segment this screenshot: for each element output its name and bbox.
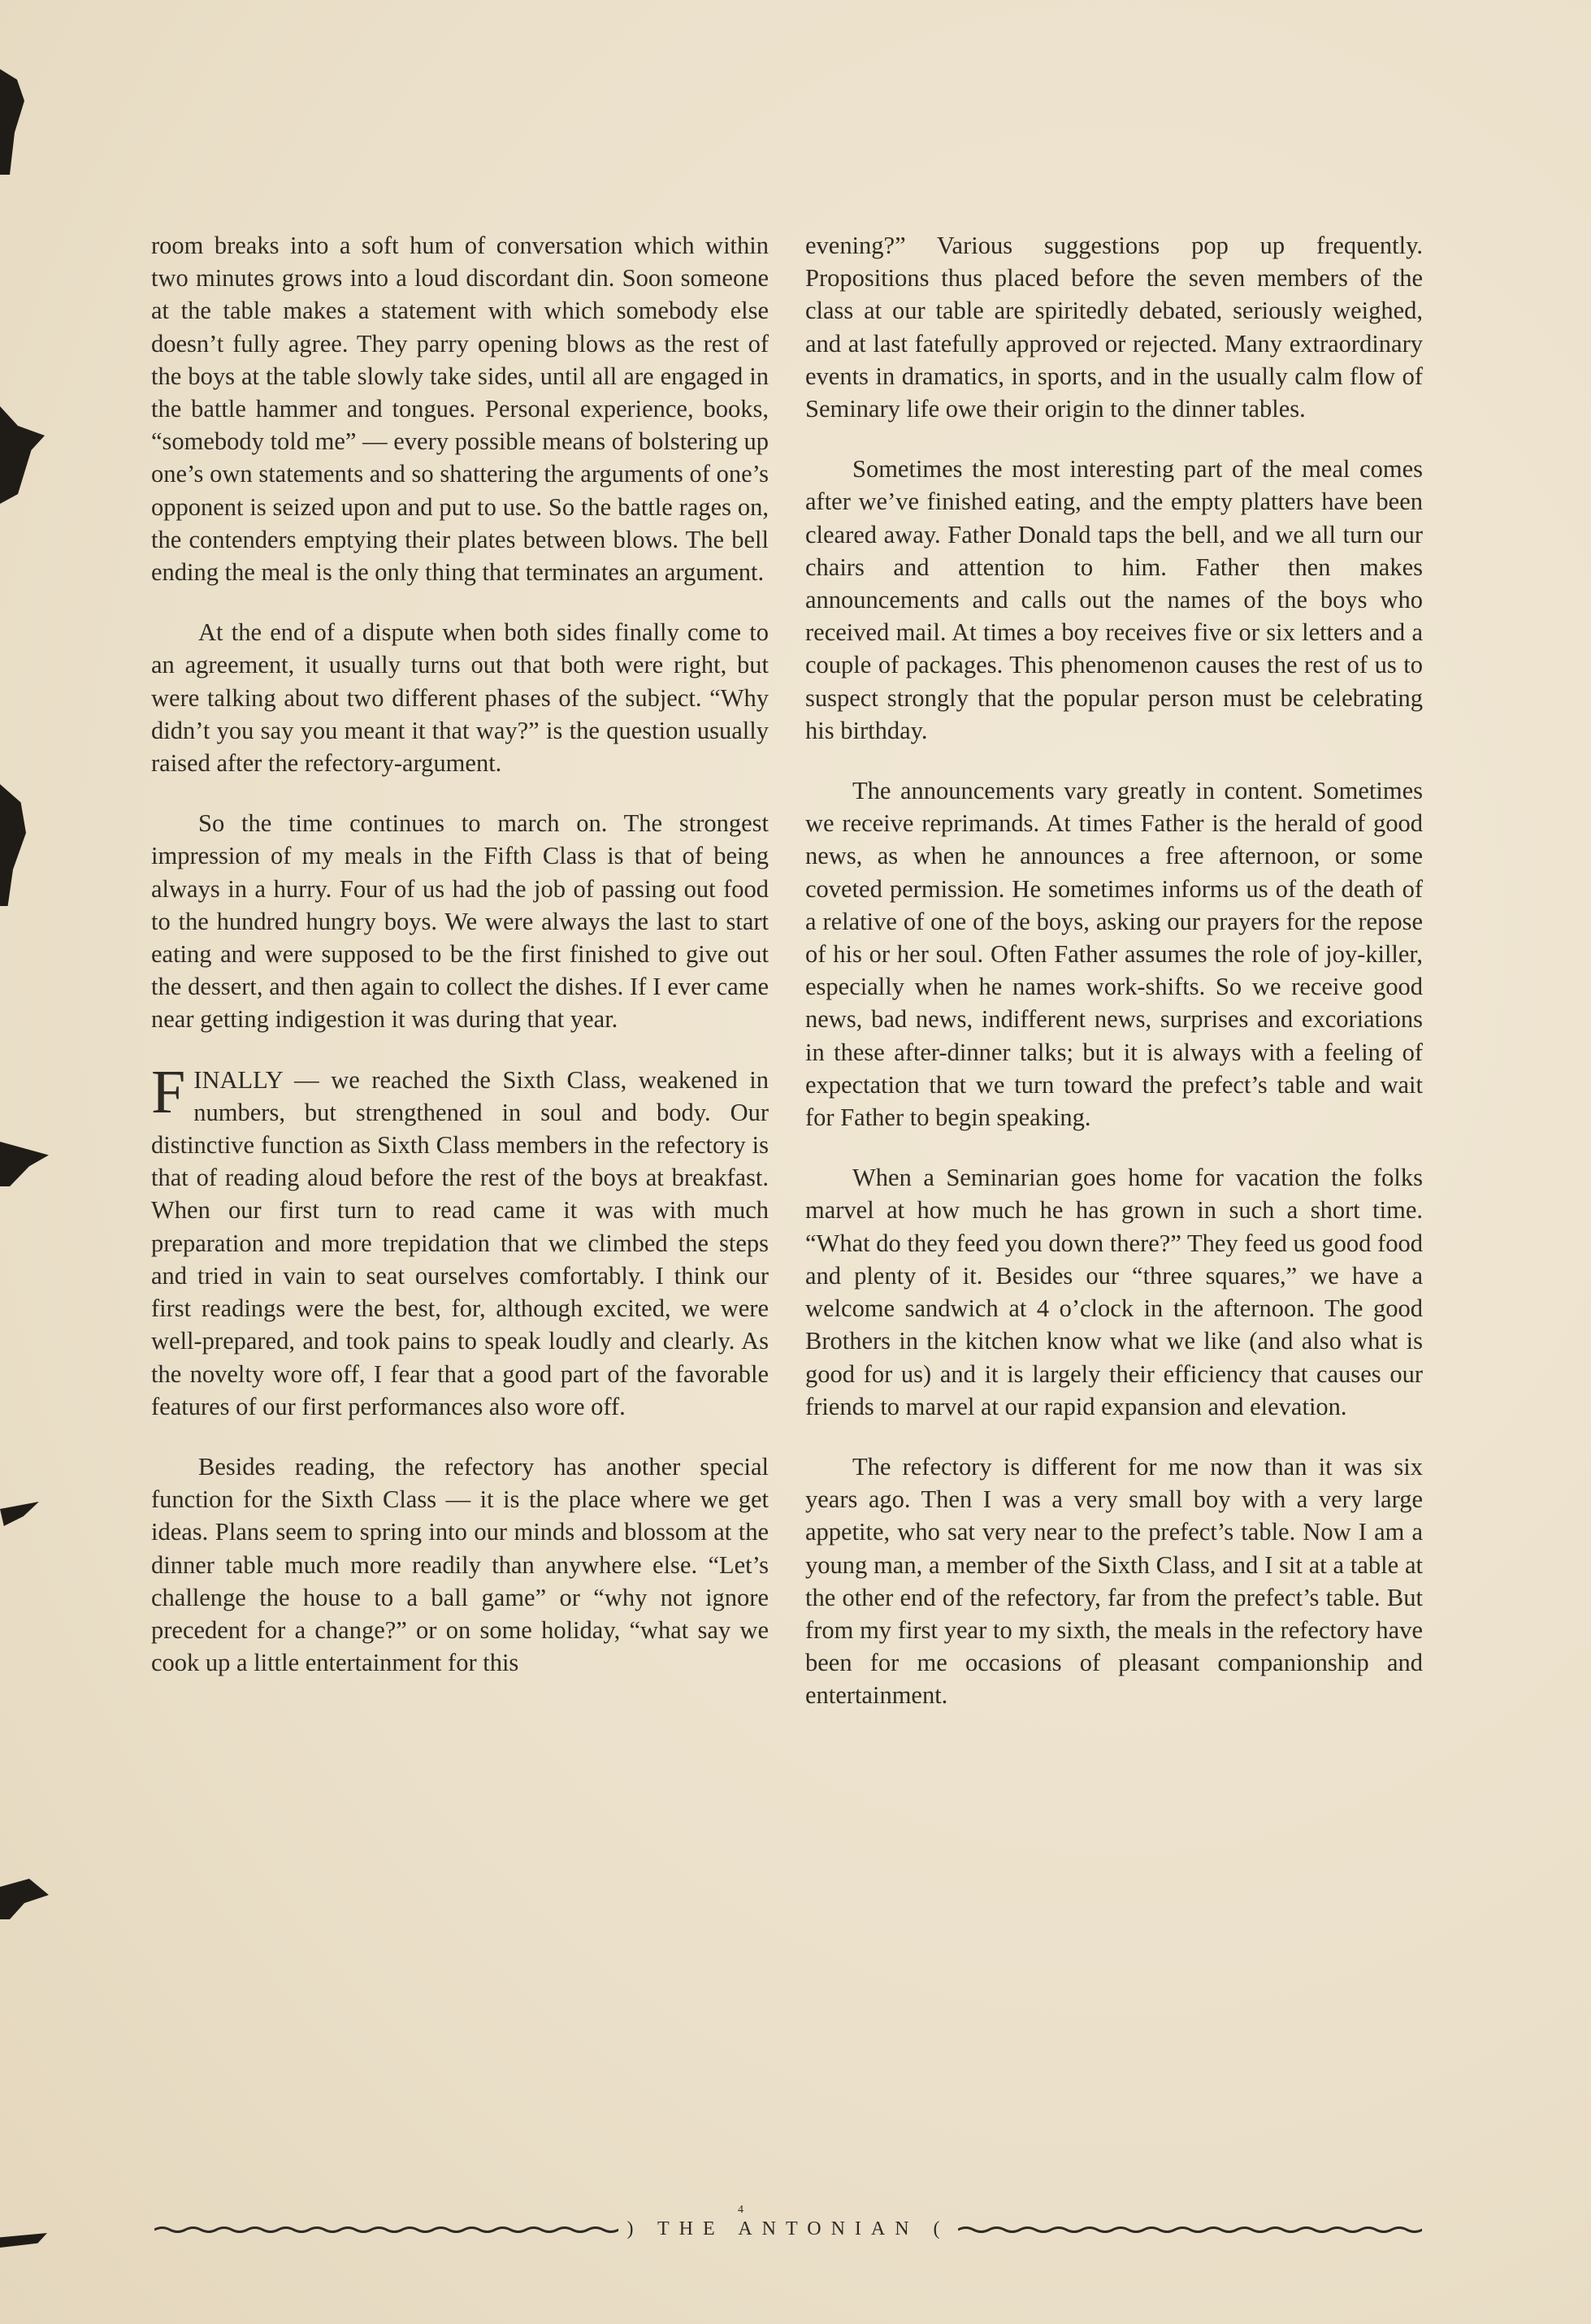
torn-edge-mark — [0, 784, 26, 906]
right-column — [805, 229, 1423, 1740]
paragraph-text: INALLY — we reached the Sixth Class, weakened in numbers, but strengthened in soul and body. Our distinctive function as Sixth Class members in the refectory is that of reading aloud before the rest of the boys at breakfast. When our first turn to read came it was with much preparation and more trepidation that we climbed the steps and tried in vain to seat ourselves comfortably. I think our first readings were the best, for, although excited, we were well-prepared, and took pains to speak loudly and clearly. As the novelty wore off, I fear that a good part of the favorable features of our first performances also wore off. — [151, 1065, 769, 1420]
footer-title: ) THE ANTONIAN ( — [626, 2218, 950, 2239]
footer-flourish-right — [958, 2225, 1422, 2233]
left-column — [151, 229, 769, 1706]
paragraph: So the time continues to march on. The strongest impression of my meals in the Fifth Class is that of being always in a hurry. Four of us had the job of passing out food to the hundred hungry boys. We were always the last to start eating and were supposed to be the first finished to give out the dessert, and then again to collect the dishes. If I ever came near getting indigestion it was during that year. — [151, 809, 769, 1034]
paragraph: evening?” Various suggestions pop up frequently. Propositions thus placed before the seven members of the class at our table are spiritedly debated, seriously weighed, and at last fatefully approved or rejected. Many extraordinary events in dramatics, in sports, and in the usually calm flow of Seminary life owe their origin to the dinner tables. — [805, 232, 1423, 423]
drop-cap-letter: F — [151, 1057, 186, 1126]
paragraph: At the end of a dispute when both sides finally come to an agreement, it usually turns out that both were right, but were talking about two different phases of the subject. “Why didn’t you say you meant it that way?” is the question usually raised after the refectory-argument. — [151, 618, 769, 778]
paragraph: The announcements vary greatly in content. Sometimes we receive reprimands. At times Father is the herald of good news, as when he announces a free afternoon, or some coveted permission. He sometimes informs us of the death of a relative of one of the boys, asking our prayers for the repose of his or her soul. Often Father assumes the role of joy-killer, especially when he names work-shifts. So we receive good news, bad news, indifferent news, surprises and excoriations in these after-dinner talks; but it is always with a feeling of expectation that we turn toward the prefect’s table and wait for Father to begin speaking. — [805, 777, 1423, 1132]
page-number: 4 — [738, 2204, 743, 2216]
paragraph: Besides reading, the refectory has another special function for the Sixth Class — it is the place where we get ideas. Plans seem to spring into our minds and blossom at the dinner table much more readily than anywhere else. “Let’s challenge the house to a ball game” or “why not ignore precedent for a change?” or on some holiday, “what say we cook up a little entertainment for this — [151, 1452, 769, 1677]
paragraph: room breaks into a soft hum of conversation which within two minutes grows into a loud discordant din. Soon someone at the table makes a statement with which somebody else doesn’t fully agree. They parry opening blows as the rest of the boys at the table slowly take sides, until all are engaged in the battle hammer and tongues. Personal experience, books, “somebody told me” — every possible means of bolstering up one’s own statements and so shattering the arguments of one’s opponent is seized upon and put to use. So the battle rages on, the contenders emptying their plates between blows. The bell ending the meal is the only thing that terminates an argument. — [151, 232, 769, 587]
footer-flourish-left — [154, 2225, 618, 2233]
paragraph: The refectory is different for me now than it was six years ago. Then I was a very small boy with a very large appetite, who sat very near to the prefect’s table. Now I am a young man, a member of the Sixth Class, and I sit at a table at the other end of the refectory, far from the prefect’s table. But from my first year to my sixth, the meals in the refectory have been for me occasions of pleasant companionship and entertainment. — [805, 1452, 1423, 1710]
torn-edge-mark — [0, 2233, 47, 2248]
footer — [154, 2217, 1422, 2241]
torn-edge-mark — [0, 1502, 39, 1526]
torn-edge-mark — [0, 406, 45, 504]
paragraph: When a Seminarian goes home for vacation the folks marvel at how much he has grown in such a short time. “What do they feed you down there?” They feed us good food and plenty of it. Besides our “three squares,” we have a welcome sandwich at 4 o’clock in the afternoon. The good Brothers in the kitchen know what we like (and also what is good for us) and it is largely their efficiency that causes our friends to marvel at our rapid expansion and elevation. — [805, 1164, 1423, 1420]
torn-edge-mark — [0, 1879, 49, 1919]
torn-edge-mark — [0, 69, 24, 175]
paragraph: Sometimes the most interesting part of the meal comes after we’ve finished eating, and the empty platters have been cleared away. Father Donald taps the bell, and we all turn our chairs and attention to him. Father then makes announcements and calls out the names of the boys who received mail. At times a boy receives five or six letters and a couple of packages. This phenomenon causes the rest of us to suspect strongly that the popular person must be celebrating his birthday. — [805, 455, 1423, 744]
paragraph-dropcap — [151, 1057, 769, 1423]
torn-edge-mark — [0, 1142, 49, 1186]
